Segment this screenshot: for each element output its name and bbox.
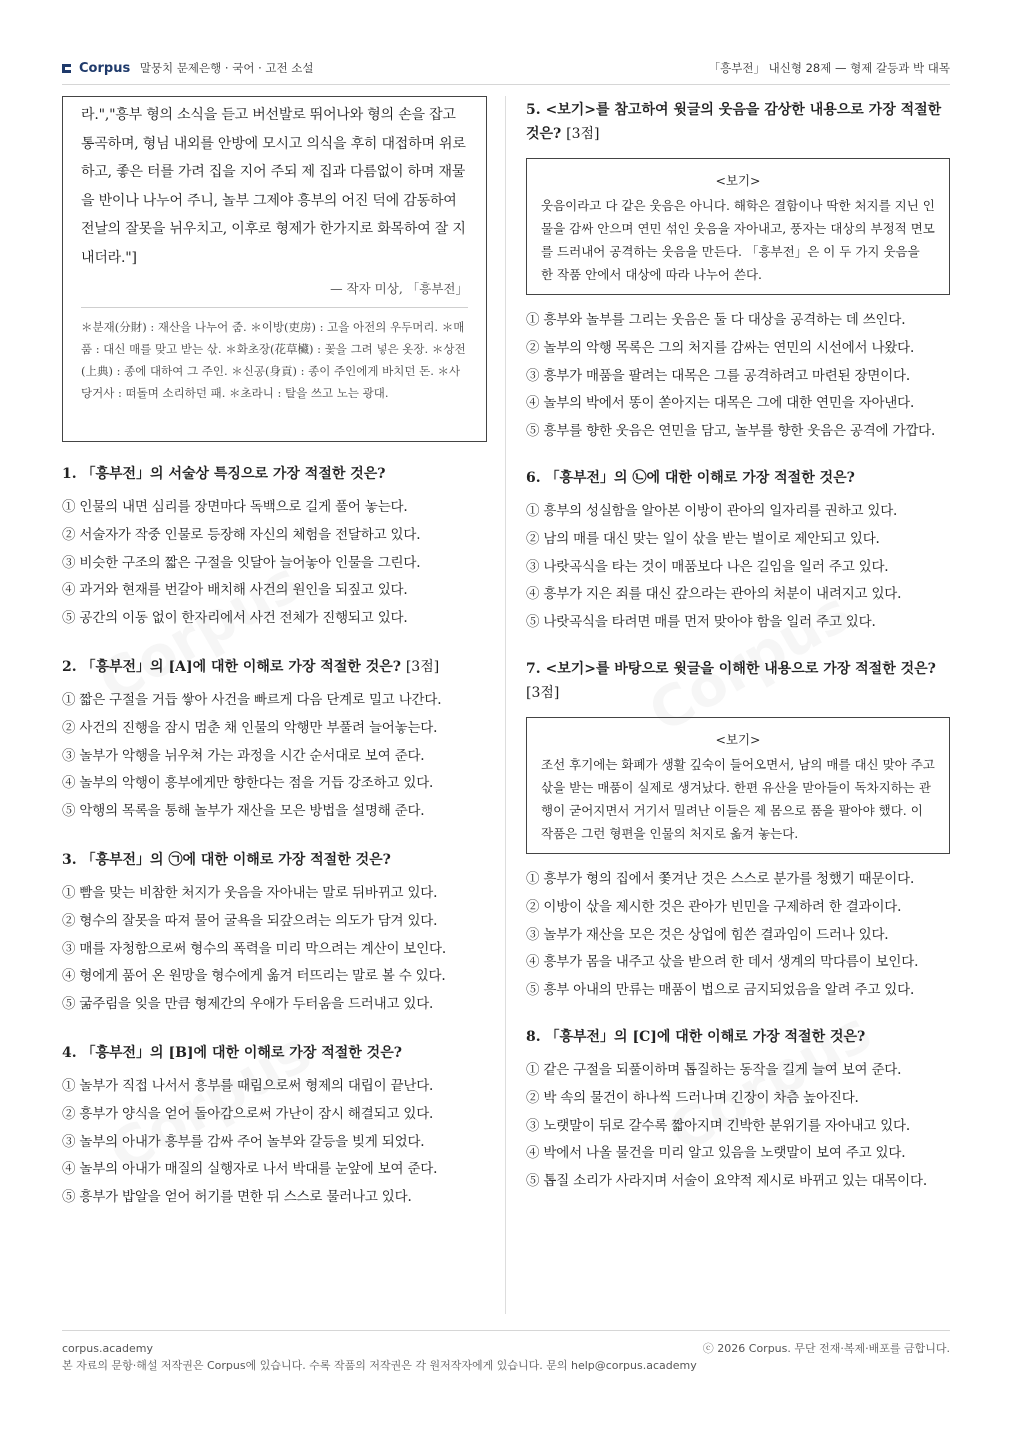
answer-choice: ② 이방이 삯을 제시한 것은 관아가 빈민을 구제하려 한 결과이다. (526, 898, 902, 915)
answer-choice: ③ 놀부가 악행을 뉘우쳐 가는 과정을 시간 순서대로 보여 준다. (62, 747, 425, 764)
answer-choice: ⑤ 악행의 목록을 통해 놀부가 재산을 모은 방법을 설명해 준다. (62, 803, 425, 820)
answer-choice: ⑤ 나랏곡식을 타려면 매를 먼저 맞아야 함을 일러 주고 있다. (526, 614, 876, 631)
passage-notes: ＊분재(分財) : 재산을 나누어 줌. ＊이방(吏房) : 고을 아전의 우두머리. ＊매품 : 대신 매를 맞고 받는 삯. ＊화초장(花草欌) : 꽃을 그려 넣은 옷장. ＊상전(上典) : 종에 대하여 그 주인. ＊신공(身貢) : 종이 주인에게 바치던 돈. ＊사당거사 : 떠돌며 소리하던 패. ＊초라니 : 탈을 쓰고 노는 광대. (81, 319, 466, 400)
passage-box (62, 96, 487, 442)
answer-choice: ③ 나랏곡식을 타는 것이 매품보다 나은 길임을 일러 주고 있다. (526, 558, 889, 575)
answer-choice: ① 흥부와 놀부를 그리는 웃음은 둘 다 대상을 공격하는 데 쓰인다. (526, 312, 906, 328)
header-divider (62, 84, 950, 85)
column-divider (505, 96, 506, 1314)
question-text: 3. 「흥부전」의 ㉠에 대한 이해로 가장 적절한 것은? (62, 851, 391, 868)
page-header (62, 58, 950, 80)
header-right: 「흥부전」 내신형 28제 — 형제 갈등과 박 대목 (708, 61, 950, 75)
answer-choice: ① 흥부의 성실함을 알아본 이방이 관아의 일자리를 권하고 있다. (526, 502, 898, 519)
question-text: 5. <보기>를 참고하여 윗글의 웃음을 감상한 내용으로 가장 적절한 것은? (526, 102, 942, 142)
question-title (526, 98, 950, 146)
answer-choice: ④ 박에서 나올 물건을 미리 알고 있음을 노랫말이 보여 주고 있다. (526, 1145, 906, 1162)
question-points: [3점] (526, 684, 560, 701)
answer-choice: ② 사건의 진행을 잠시 멈춘 채 인물의 악행만 부풀려 늘어놓는다. (62, 719, 438, 736)
corpus-logo-icon (62, 64, 71, 73)
right-questions (526, 98, 950, 1196)
footer-copyright: ⓒ 2026 Corpus. 무단 전재·복제·배포를 금합니다. (702, 1342, 950, 1355)
question-text: 2. 「흥부전」의 [A]에 대한 이해로 가장 적절한 것은? (62, 658, 401, 675)
question-block (526, 98, 950, 446)
footer-legal: 본 자료의 문항·해설 저작권은 Corpus에 있습니다. 수록 작품의 저작권은 각 원저작자에게 있습니다. 문의 help@corpus.academy (62, 1359, 697, 1372)
answer-choice: ⑤ 흥부가 밥알을 얻어 허기를 면한 뒤 스스로 물러나고 있다. (62, 1189, 412, 1206)
answer-choice: ④ 흥부가 지은 죄를 대신 갚으라는 관아의 처분이 내려지고 있다. (526, 586, 902, 603)
question-block (526, 657, 950, 1005)
bogi-box (526, 158, 950, 295)
question-text: 6. 「흥부전」의 ㉡에 대한 이해로 가장 적절한 것은? (526, 469, 855, 486)
answer-choice: ① 같은 구절을 되풀이하며 톱질하는 동작을 길게 늘여 보여 준다. (526, 1061, 902, 1078)
answer-choice: ① 인물의 내면 심리를 장면마다 독백으로 길게 풀어 놓는다. (62, 499, 408, 515)
answer-choice: ④ 과거와 현재를 번갈아 배치해 사건의 원인을 되짚고 있다. (62, 582, 408, 599)
answer-choice: ② 흥부가 양식을 얻어 돌아감으로써 가난이 잠시 해결되고 있다. (62, 1105, 434, 1122)
answer-choice: ⑤ 톱질 소리가 사라지며 서술이 요약적 제시로 바뀌고 있는 대목이다. (526, 1173, 927, 1190)
answer-choice: ⑤ 공간의 이동 없이 한자리에서 사건 전체가 진행되고 있다. (62, 610, 408, 627)
question-title (526, 466, 950, 490)
answer-choice: ② 형수의 잘못을 따져 물어 굴욕을 되갚으려는 의도가 담겨 있다. (62, 912, 438, 929)
question-text: 8. 「흥부전」의 [C]에 대한 이해로 가장 적절한 것은? (526, 1028, 866, 1045)
answer-choice: ③ 놀부가 재산을 모은 것은 상업에 힘쓴 결과임이 드러나 있다. (526, 926, 889, 943)
notes-divider (81, 307, 468, 308)
question-block (62, 462, 487, 633)
question-block (526, 466, 950, 637)
header-subject: 말뭉치 문제은행 · 국어 · 고전 소설 (139, 61, 314, 75)
question-title (62, 462, 487, 486)
answer-choice: ② 남의 매를 대신 맞는 일이 삯을 받는 벌이로 제안되고 있다. (526, 530, 880, 547)
question-block (526, 1025, 950, 1196)
answer-choice: ③ 비슷한 구조의 짧은 구절을 잇달아 늘어놓아 인물을 그린다. (62, 554, 421, 571)
answer-choice: ④ 놀부의 박에서 똥이 쏟아지는 대목은 그에 대한 연민을 자아낸다. (526, 395, 915, 412)
answer-choice: ① 빰을 맞는 비참한 처지가 웃음을 자아내는 말로 뒤바뀌고 있다. (62, 884, 438, 901)
answer-choice: ① 짧은 구절을 거듭 쌓아 사건을 빠르게 다음 단계로 밀고 나간다. (62, 691, 442, 708)
bogi-title: <보기> (715, 173, 761, 188)
answer-choice: ③ 놀부의 아내가 흥부를 감싸 주어 놀부와 갈등을 빚게 되었다. (62, 1133, 425, 1150)
answer-choice: ① 흥부가 형의 집에서 쫓겨난 것은 스스로 분가를 청했기 때문이다. (526, 870, 915, 887)
answer-choice: ⑤ 흥부 아내의 만류는 매품이 법으로 금지되었음을 알려 주고 있다. (526, 982, 915, 999)
question-text: 4. 「흥부전」의 [B]에 대한 이해로 가장 적절한 것은? (62, 1044, 402, 1061)
answer-choice: ③ 매를 자청함으로써 형수의 폭력을 미리 막으려는 계산이 보인다. (62, 940, 446, 957)
bogi-title: <보기> (715, 731, 761, 747)
question-block (62, 848, 487, 1019)
left-column (62, 96, 487, 1212)
answer-choice: ④ 놀부의 악행이 흥부에게만 향한다는 점을 거듭 강조하고 있다. (62, 775, 434, 792)
bogi-text: 조선 후기에는 화폐가 생활 깊숙이 들어오면서, 남의 매를 대신 맞아 주고 삯을 받는 매품이 실제로 생겨났다. 한편 유산을 맏아들이 독차지하는 관행이 굳어지면서 거기서 밀려난 이들은 제 몸으로 품을 팔아야 했다. 이 작품은 그런 형편을 인물의 처지로 옮겨 놓는다. (541, 756, 935, 841)
answer-choice: ② 서술자가 작중 인물로 등장해 자신의 체험을 전달하고 있다. (62, 526, 421, 543)
brand-name: Corpus (79, 61, 131, 76)
question-title (62, 1041, 487, 1065)
answer-choice: ⑤ 흥부를 향한 웃음은 연민을 담고, 놀부를 향한 웃음은 공격에 가깝다. (526, 423, 936, 440)
answer-choice: ④ 흥부가 몸을 내주고 삯을 받으려 한 데서 생계의 막다름이 보인다. (526, 954, 919, 971)
bogi-box (526, 717, 950, 854)
question-text: 1. 「흥부전」의 서술상 특징으로 가장 적절한 것은? (62, 466, 386, 482)
answer-choice: ④ 형에게 품어 온 원망을 형수에게 옮겨 터뜨리는 말로 볼 수 있다. (62, 968, 446, 985)
left-questions (62, 462, 487, 1212)
answer-choice: ③ 노랫말이 뒤로 갈수록 짧아지며 긴박한 분위기를 자아내고 있다. (526, 1117, 910, 1134)
answer-choice: ④ 놀부의 아내가 매질의 실행자로 나서 박대를 눈앞에 보여 준다. (62, 1161, 438, 1178)
question-title (62, 848, 487, 872)
passage-text: 라.","흥부 형의 소식을 듣고 버선발로 뛰어나와 형의 손을 잡고 통곡하며, 형님 내외를 안방에 모시고 의식을 후히 대접하며 위로하고, 좋은 터를 가려 집을 지어 주되 제 집과 다름없이 하며 재물을 반이나 나누어 주니, 놀부 그제야 흥부의 어진 덕에 감동하여 전날의 잘못을 뉘우치고, 이후로 형제가 한가지로 화목하여 잘 지내더라."] (81, 107, 466, 266)
question-title (526, 657, 950, 705)
question-block (62, 655, 487, 826)
header-left (62, 60, 314, 76)
passage-attribution: — 작자 미상, 「흥부전」 (330, 280, 468, 296)
footer-site: corpus.academy (62, 1342, 153, 1355)
footer-divider (62, 1330, 950, 1331)
answer-choice: ⑤ 굶주림을 잊을 만큼 형제간의 우애가 두터움을 드러내고 있다. (62, 996, 434, 1013)
question-points: [3점] (405, 658, 440, 675)
answer-choice: ③ 흥부가 매품을 팔려는 대목은 그를 공격하려고 마련된 장면이다. (526, 367, 910, 384)
question-points: [3점] (566, 126, 600, 142)
question-block (62, 1041, 487, 1212)
question-title (526, 1025, 950, 1049)
right-column (526, 96, 950, 1196)
question-text: 7. <보기>를 바탕으로 윗글을 이해한 내용으로 가장 적절한 것은? (526, 660, 936, 677)
answer-choice: ① 놀부가 직접 나서서 흥부를 때림으로써 형제의 대립이 끝난다. (62, 1077, 434, 1094)
answer-choice: ② 박 속의 물건이 하나씩 드러나며 긴장이 차츰 높아진다. (526, 1089, 859, 1106)
bogi-text: 웃음이라고 다 같은 웃음은 아니다. 해학은 결함이나 딱한 처지를 지닌 인물을 감싸 안으며 연민 섞인 웃음을 자아내고, 풍자는 대상의 부정적 면모를 드러내어 공격하는 웃음을 만든다. 「흥부전」은 이 두 가지 웃음을 한 작품 안에서 대상에 따라 나누어 쓴다. (541, 198, 935, 282)
question-title (62, 655, 487, 679)
answer-choice: ② 놀부의 악행 목록은 그의 처지를 감싸는 연민의 시선에서 나왔다. (526, 339, 915, 356)
